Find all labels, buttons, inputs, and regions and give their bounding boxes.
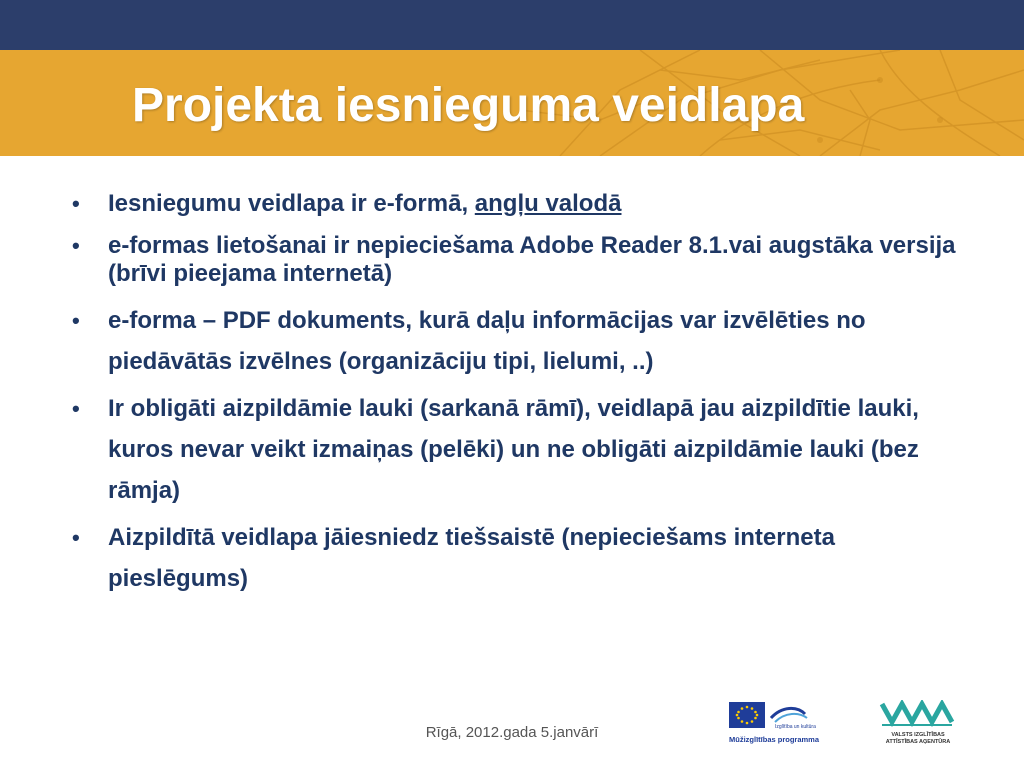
bullet-icon: • — [72, 233, 80, 258]
list-item — [72, 190, 972, 218]
viaa-logo-text1: VALSTS IZGLĪTĪBAS — [891, 732, 945, 738]
top-band — [0, 0, 1024, 50]
list-item — [72, 517, 972, 599]
english-language-link[interactable]: angļu valodā — [474, 190, 622, 217]
bullet-text: Aizpildītā veidlapa jāiesniedz tiešsaistē (nepieciešams interneta pieslēgums) — [108, 524, 835, 592]
list-item — [72, 388, 972, 511]
bullet-text: e-formas lietošanai ir nepieciešama Adobe Reader 8.1.vai augstāka versija (brīvi pieejama internetā) — [108, 232, 956, 287]
list-item — [72, 232, 972, 288]
bullet-icon: • — [72, 396, 80, 421]
page-title: Projekta iesnieguma veidlapa — [132, 79, 805, 132]
footer-date: Rīgā, 2012.gada 5.janvārī — [425, 724, 599, 741]
viaa-logo-text2: ATTĪSTĪBAS AĢENTŪRA — [885, 739, 951, 745]
bullet-list — [72, 190, 972, 609]
bullet-icon: • — [72, 525, 80, 550]
eu-logo-text2: Mūžizglītības programma — [729, 735, 820, 744]
eu-logo-text1: Izglītība un kultūra — [775, 724, 816, 730]
bullet-icon: • — [72, 308, 80, 333]
bullet-text: Iesniegumu veidlapa ir e-formā, — [108, 190, 475, 217]
bullet-text: e-forma – PDF dokuments, kurā daļu informācijas var izvēlēties no piedāvātās izvēlnes (organizāciju tipi, lielumi, ..) — [108, 307, 866, 375]
list-item — [72, 300, 972, 382]
eu-lifelong-learning-logo — [727, 700, 837, 750]
bullet-text: Ir obligāti aizpildāmie lauki (sarkanā rāmī), veidlapā jau aizpildītie lauki, kuros nevar veikt izmaiņas (pelēki) un ne obligāti aizpildāmie lauki (bez rāmja) — [108, 395, 919, 504]
bullet-icon: • — [72, 191, 80, 216]
viaa-agency-logo — [878, 700, 958, 750]
